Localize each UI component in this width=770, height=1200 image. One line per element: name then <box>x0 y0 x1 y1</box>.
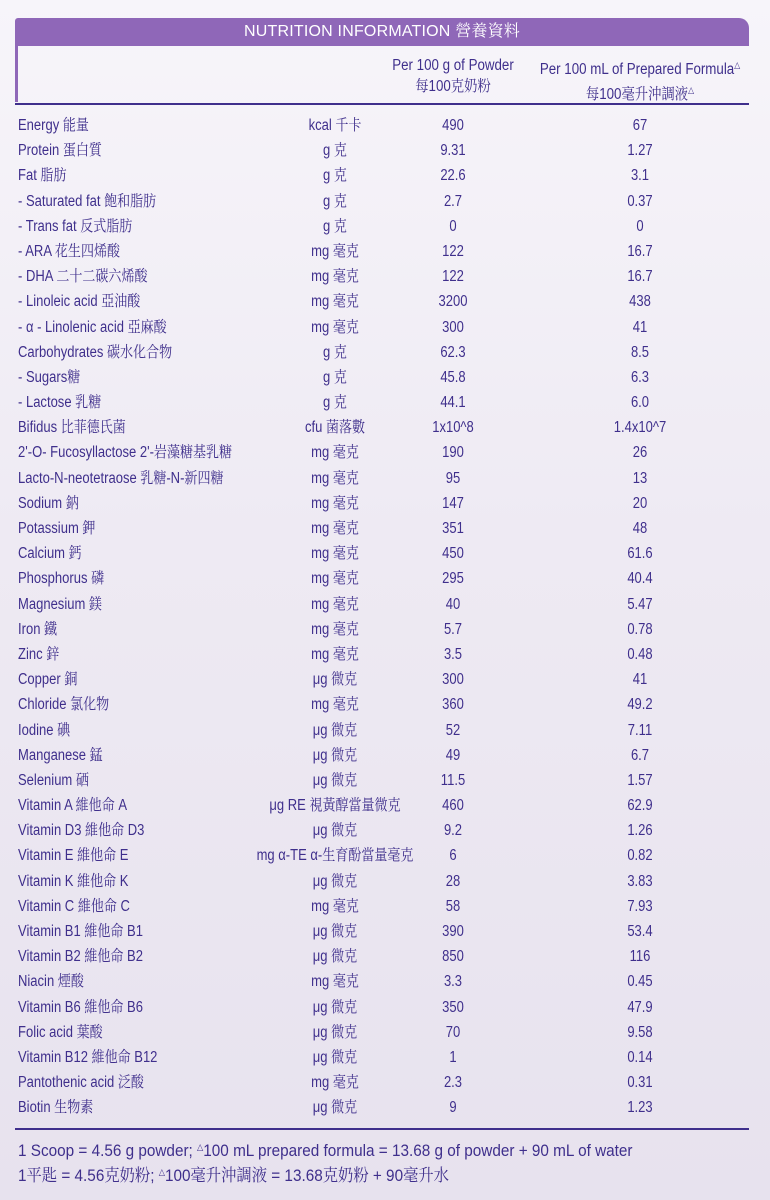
value-per-100ml-formula: 6.0 <box>630 394 650 412</box>
table-row <box>0 1095 770 1120</box>
value-per-100g-powder: 460 <box>442 797 464 815</box>
nutrient-name: Magnesium 鎂 <box>18 595 102 613</box>
nutrient-unit: μg 微克 <box>312 771 358 789</box>
value-per-100ml-formula: 1.4x10^7 <box>613 419 667 437</box>
table-row <box>0 1020 770 1045</box>
value-per-100g-powder: 360 <box>442 696 464 714</box>
value-per-100ml-formula: 6.7 <box>630 746 650 764</box>
nutrient-name: Vitamin K 維他命 K <box>18 872 129 890</box>
nutrient-name: Chloride 氯化物 <box>18 696 110 714</box>
triangle-mark: △ <box>197 1142 204 1152</box>
nutrient-name: Bifidus 比菲德氏菌 <box>18 419 126 437</box>
nutrient-unit: mg 毫克 <box>311 570 359 588</box>
nutrient-unit: μg 微克 <box>312 948 358 966</box>
nutrition-table <box>0 113 770 1121</box>
value-per-100g-powder: 9.2 <box>443 822 463 840</box>
nutrient-name: Sodium 鈉 <box>18 494 79 512</box>
value-per-100g-powder: 295 <box>442 570 464 588</box>
value-per-100ml-formula: 438 <box>629 293 651 311</box>
nutrient-unit: μg 微克 <box>312 1048 358 1066</box>
nutrient-name: Fat 脂肪 <box>18 167 67 185</box>
value-per-100ml-formula: 0.45 <box>627 973 653 991</box>
value-per-100ml-formula: 116 <box>629 948 651 966</box>
value-per-100g-powder: 1x10^8 <box>432 419 474 437</box>
table-row <box>0 617 770 642</box>
value-per-100ml-formula: 61.6 <box>627 545 653 563</box>
nutrient-unit: μg 微克 <box>312 1023 358 1041</box>
nutrient-unit: g 克 <box>323 142 347 160</box>
table-row <box>0 894 770 919</box>
nutrient-unit: μg 微克 <box>312 923 358 940</box>
table-row <box>0 642 770 667</box>
nutrient-name: - Sugars糖 <box>18 368 81 386</box>
value-per-100g-powder: 390 <box>442 923 464 940</box>
value-per-100g-powder: 300 <box>442 671 464 689</box>
table-row <box>0 692 770 717</box>
nutrient-unit: μg 微克 <box>312 746 358 764</box>
nutrient-unit: mg 毫克 <box>311 973 359 991</box>
table-row <box>0 592 770 617</box>
column-header-powder-zh: 每100克奶粉 <box>415 78 491 95</box>
nutrient-name: 2'-O- Fucosyllactose 2'-岩藻糖基乳糖 <box>18 444 233 462</box>
value-per-100ml-formula: 53.4 <box>627 923 653 940</box>
nutrient-unit: g 克 <box>323 343 347 361</box>
nutrient-unit: μg 微克 <box>312 721 358 739</box>
table-row <box>0 239 770 264</box>
table-row <box>0 743 770 768</box>
value-per-100g-powder: 70 <box>445 1023 461 1041</box>
value-per-100g-powder: 45.8 <box>440 368 466 386</box>
nutrient-name: - Lactose 乳糖 <box>18 394 102 412</box>
triangle-mark: △ <box>158 1167 165 1177</box>
column-header-formula-zh: 每100毫升沖調液 <box>585 86 689 103</box>
nutrient-name: Biotin 生物素 <box>18 1099 94 1117</box>
value-per-100ml-formula: 48 <box>632 520 648 537</box>
table-row <box>0 415 770 440</box>
value-per-100ml-formula: 0.82 <box>627 847 653 865</box>
value-per-100ml-formula: 7.11 <box>627 721 653 739</box>
value-per-100g-powder: 5.7 <box>443 620 463 638</box>
value-per-100ml-formula: 0.14 <box>627 1048 653 1066</box>
footnote-english <box>18 1135 633 1163</box>
value-per-100g-powder: 3200 <box>438 293 468 311</box>
nutrient-unit: μg 微克 <box>312 998 358 1016</box>
nutrient-name: Protein 蛋白質 <box>18 142 102 160</box>
table-row <box>0 315 770 340</box>
nutrient-name: Energy 能量 <box>18 117 89 134</box>
table-row <box>0 667 770 692</box>
table-row <box>0 340 770 365</box>
nutrient-name: Folic acid 葉酸 <box>18 1023 103 1041</box>
value-per-100g-powder: 450 <box>442 545 464 563</box>
table-row <box>0 969 770 994</box>
nutrient-unit: μg 微克 <box>312 872 358 890</box>
nutrient-name: Vitamin B1 維他命 B1 <box>18 923 143 940</box>
nutrient-name: Phosphorus 磷 <box>18 570 105 588</box>
value-per-100g-powder: 22.6 <box>440 167 466 185</box>
value-per-100ml-formula: 41 <box>632 671 648 689</box>
table-row <box>0 1045 770 1070</box>
nutrient-unit: mg 毫克 <box>311 268 359 286</box>
footnote-chinese-formula: 100毫升沖調液 = 13.68克奶粉 + 90毫升水 <box>164 1166 449 1185</box>
value-per-100ml-formula: 0.78 <box>627 620 653 638</box>
value-per-100g-powder: 122 <box>442 268 464 286</box>
table-row <box>0 818 770 843</box>
nutrient-name: Potassium 鉀 <box>18 520 96 537</box>
table-row <box>0 541 770 566</box>
nutrient-name: Iodine 碘 <box>18 721 71 739</box>
value-per-100ml-formula: 16.7 <box>627 268 653 286</box>
table-row <box>0 163 770 188</box>
nutrient-name: - Saturated fat 飽和脂肪 <box>18 192 157 210</box>
value-per-100ml-formula: 62.9 <box>627 797 653 815</box>
nutrient-unit: mg 毫克 <box>311 1074 359 1092</box>
value-per-100ml-formula: 67 <box>632 117 648 134</box>
banner-left-rule <box>15 46 18 102</box>
table-row <box>0 189 770 214</box>
value-per-100ml-formula: 3.83 <box>627 872 653 890</box>
table-row <box>0 214 770 239</box>
nutrient-unit: mg 毫克 <box>311 696 359 714</box>
triangle-mark: △ <box>734 60 741 70</box>
nutrient-name: - Trans fat 反式脂肪 <box>18 217 133 235</box>
nutrient-name: Vitamin C 維他命 C <box>18 897 130 915</box>
nutrient-name: Iron 鐵 <box>18 620 58 638</box>
nutrient-unit: kcal 千卡 <box>308 117 362 134</box>
header-divider <box>15 103 749 105</box>
table-row <box>0 793 770 818</box>
nutrient-name: Vitamin B2 維他命 B2 <box>18 948 143 966</box>
nutrient-name: Niacin 煙酸 <box>18 973 84 991</box>
nutrient-unit: g 克 <box>323 394 347 412</box>
value-per-100g-powder: 40 <box>445 595 461 613</box>
value-per-100g-powder: 147 <box>442 494 464 512</box>
nutrient-unit: mg 毫克 <box>311 494 359 512</box>
table-row <box>0 944 770 969</box>
nutrient-name: Calcium 鈣 <box>18 545 82 563</box>
table-row <box>0 516 770 541</box>
value-per-100g-powder: 3.5 <box>443 645 463 663</box>
value-per-100ml-formula: 6.3 <box>630 368 650 386</box>
value-per-100ml-formula: 20 <box>632 494 648 512</box>
nutrient-name: Vitamin D3 維他命 D3 <box>18 822 145 840</box>
footnote-english-scoop: 1 Scoop = 4.56 g powder; <box>18 1141 198 1160</box>
value-per-100g-powder: 95 <box>445 469 461 487</box>
nutrient-name: Vitamin B12 維他命 B12 <box>18 1048 158 1066</box>
footnote-chinese-scoop: 1平匙 = 4.56克奶粉; <box>18 1166 159 1185</box>
value-per-100g-powder: 190 <box>442 444 464 462</box>
nutrient-name: Vitamin B6 維他命 B6 <box>18 998 143 1016</box>
value-per-100g-powder: 11.5 <box>440 771 466 789</box>
value-per-100ml-formula: 47.9 <box>627 998 653 1016</box>
table-row <box>0 869 770 894</box>
table-row <box>0 466 770 491</box>
nutrient-unit: g 克 <box>323 192 347 210</box>
nutrient-unit: g 克 <box>323 368 347 386</box>
value-per-100ml-formula: 1.27 <box>627 142 653 160</box>
nutrient-unit: g 克 <box>323 167 347 185</box>
table-row <box>0 1070 770 1095</box>
value-per-100g-powder: 122 <box>442 242 464 260</box>
value-per-100g-powder: 44.1 <box>440 394 466 412</box>
footnote-english-formula: 100 mL prepared formula = 13.68 g of powder + 90 mL of water <box>203 1141 633 1160</box>
nutrient-unit: μg 微克 <box>312 671 358 689</box>
nutrient-name: Selenium 硒 <box>18 771 89 789</box>
nutrient-unit: g 克 <box>323 217 347 235</box>
value-per-100ml-formula: 5.47 <box>627 595 653 613</box>
table-row <box>0 995 770 1020</box>
nutrient-unit: mg 毫克 <box>311 595 359 613</box>
value-per-100ml-formula: 0.37 <box>627 192 653 210</box>
nutrition-title: NUTRITION INFORMATION 營養資料 <box>244 23 520 40</box>
value-per-100ml-formula: 1.26 <box>627 822 653 840</box>
nutrient-name: Zinc 鋅 <box>18 645 60 663</box>
value-per-100g-powder: 490 <box>442 117 464 134</box>
value-per-100g-powder: 28 <box>445 872 461 890</box>
nutrient-unit: μg 微克 <box>312 822 358 840</box>
footnote-chinese <box>18 1160 449 1188</box>
value-per-100g-powder: 1 <box>449 1048 457 1066</box>
value-per-100g-powder: 6 <box>449 847 457 865</box>
nutrient-unit: mg 毫克 <box>311 293 359 311</box>
value-per-100g-powder: 2.7 <box>443 192 463 210</box>
value-per-100ml-formula: 16.7 <box>627 242 653 260</box>
value-per-100g-powder: 9 <box>449 1099 457 1117</box>
nutrient-unit: mg 毫克 <box>311 645 359 663</box>
value-per-100g-powder: 850 <box>442 948 464 966</box>
value-per-100ml-formula: 0.31 <box>627 1074 653 1092</box>
value-per-100ml-formula: 49.2 <box>627 696 653 714</box>
nutrient-unit: mg 毫克 <box>311 242 359 260</box>
value-per-100g-powder: 58 <box>445 897 461 915</box>
value-per-100g-powder: 9.31 <box>440 142 466 160</box>
table-row <box>0 843 770 868</box>
value-per-100g-powder: 49 <box>445 746 461 764</box>
nutrient-name: Lacto-N-neotetraose 乳糖-N-新四糖 <box>18 469 224 487</box>
value-per-100g-powder: 351 <box>442 520 464 537</box>
nutrient-unit: mg 毫克 <box>311 469 359 487</box>
value-per-100g-powder: 2.3 <box>443 1074 463 1092</box>
nutrient-name: - Linoleic acid 亞油酸 <box>18 293 141 311</box>
nutrient-name: Copper 銅 <box>18 671 78 689</box>
value-per-100ml-formula: 7.93 <box>627 897 653 915</box>
value-per-100g-powder: 0 <box>449 217 457 235</box>
value-per-100g-powder: 300 <box>442 318 464 336</box>
value-per-100ml-formula: 41 <box>632 318 648 336</box>
table-row <box>0 138 770 163</box>
table-row <box>0 566 770 591</box>
nutrient-name: Pantothenic acid 泛酸 <box>18 1074 144 1092</box>
nutrient-unit: mg 毫克 <box>311 620 359 638</box>
value-per-100ml-formula: 0.48 <box>627 645 653 663</box>
column-header-formula-en: Per 100 mL of Prepared Formula <box>539 61 735 78</box>
value-per-100g-powder: 52 <box>445 721 461 739</box>
table-row <box>0 718 770 743</box>
value-per-100ml-formula: 40.4 <box>627 570 653 588</box>
value-per-100g-powder: 350 <box>442 998 464 1016</box>
value-per-100ml-formula: 9.58 <box>627 1023 653 1041</box>
nutrient-unit: mg 毫克 <box>311 318 359 336</box>
nutrient-unit: mg 毫克 <box>311 444 359 462</box>
triangle-mark: △ <box>688 85 695 95</box>
footer-divider <box>15 1128 749 1130</box>
column-header-per-powder <box>390 55 516 97</box>
nutrient-unit: mg α-TE α-生育酚當量毫克 <box>256 847 414 865</box>
column-header-powder-en: Per 100 g of Powder <box>392 57 514 74</box>
nutrient-unit: μg RE 視黃醇當量微克 <box>269 797 401 815</box>
nutrient-name: Carbohydrates 碳水化合物 <box>18 343 173 361</box>
column-header-per-formula <box>537 55 743 105</box>
nutrient-name: Vitamin A 維他命 A <box>18 797 128 815</box>
value-per-100ml-formula: 1.57 <box>627 771 653 789</box>
nutrition-title-banner <box>15 18 749 46</box>
table-row <box>0 264 770 289</box>
nutrient-name: Vitamin E 維他命 E <box>18 847 129 865</box>
table-row <box>0 113 770 138</box>
table-row <box>0 919 770 944</box>
nutrient-name: - ARA 花生四烯酸 <box>18 242 121 260</box>
table-row <box>0 491 770 516</box>
value-per-100g-powder: 3.3 <box>443 973 463 991</box>
nutrient-unit: cfu 菌落數 <box>304 419 366 437</box>
table-row <box>0 365 770 390</box>
value-per-100ml-formula: 3.1 <box>630 167 650 185</box>
table-row <box>0 289 770 314</box>
value-per-100ml-formula: 8.5 <box>630 343 650 361</box>
table-row <box>0 390 770 415</box>
nutrient-name: Manganese 錳 <box>18 746 103 764</box>
value-per-100ml-formula: 13 <box>632 469 648 487</box>
nutrient-unit: mg 毫克 <box>311 520 359 537</box>
value-per-100ml-formula: 0 <box>636 217 644 235</box>
nutrient-unit: mg 毫克 <box>311 897 359 915</box>
nutrient-unit: mg 毫克 <box>311 545 359 563</box>
value-per-100ml-formula: 1.23 <box>627 1099 653 1117</box>
value-per-100g-powder: 62.3 <box>440 343 466 361</box>
nutrient-name: - α - Linolenic acid 亞麻酸 <box>18 318 167 336</box>
nutrient-name: - DHA 二十二碳六烯酸 <box>18 268 148 286</box>
value-per-100ml-formula: 26 <box>632 444 648 462</box>
table-row <box>0 440 770 465</box>
table-row <box>0 768 770 793</box>
nutrient-unit: μg 微克 <box>312 1099 358 1117</box>
